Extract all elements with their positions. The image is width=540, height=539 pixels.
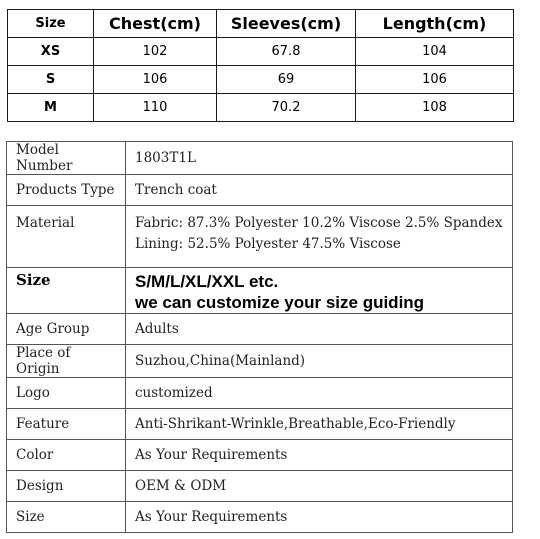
spec-value: As Your Requirements	[126, 502, 513, 533]
product-spec-table	[6, 141, 513, 533]
length-cell: 108	[356, 94, 514, 122]
spec-label: Model Number	[7, 142, 126, 175]
chest-cell: 110	[94, 94, 217, 122]
table-row	[8, 38, 514, 66]
spec-row-design	[7, 471, 513, 502]
spec-value: Adults	[126, 314, 513, 345]
spec-label: Color	[7, 440, 126, 471]
spec-label: Logo	[7, 378, 126, 409]
spec-row-size-custom	[7, 268, 513, 314]
spec-row-logo	[7, 378, 513, 409]
spec-row-age-group	[7, 314, 513, 345]
size-cell: XS	[8, 38, 94, 66]
spec-label: Design	[7, 471, 126, 502]
chest-cell: 102	[94, 38, 217, 66]
sleeves-header: Sleeves(cm)	[217, 10, 356, 38]
spec-row-products-type	[7, 175, 513, 206]
spec-value: OEM & ODM	[126, 471, 513, 502]
spec-label: Size	[7, 268, 126, 314]
size-header: Size	[8, 10, 94, 38]
spec-label: Age Group	[7, 314, 126, 345]
spec-row-color	[7, 440, 513, 471]
chest-cell: 106	[94, 66, 217, 94]
size-chart-table	[7, 9, 514, 122]
sleeves-cell: 69	[217, 66, 356, 94]
spec-value	[126, 206, 513, 268]
spec-row-size	[7, 502, 513, 533]
spec-label: Products Type	[7, 175, 126, 206]
sleeves-cell: 70.2	[217, 94, 356, 122]
length-cell: 106	[356, 66, 514, 94]
material-lining: Lining: 52.5% Polyester 47.5% Viscose	[135, 236, 401, 252]
size-cell: S	[8, 66, 94, 94]
spec-value	[126, 268, 513, 314]
length-cell: 104	[356, 38, 514, 66]
spec-label: Place of Origin	[7, 345, 126, 378]
size-custom-note: we can customize your size guiding	[135, 293, 425, 312]
spec-label: Feature	[7, 409, 126, 440]
material-fabric: Fabric: 87.3% Polyester 10.2% Viscose 2.5% Spandex	[135, 215, 503, 231]
size-chart-header-row	[8, 10, 514, 38]
spec-value: customized	[126, 378, 513, 409]
spec-value: Suzhou,China(Mainland)	[126, 345, 513, 378]
sleeves-cell: 67.8	[217, 38, 356, 66]
spec-label: Material	[7, 206, 126, 268]
spec-value: Trench coat	[126, 175, 513, 206]
size-range-text: S/M/L/XL/XXL etc.	[135, 272, 279, 291]
spec-label: Size	[7, 502, 126, 533]
spec-row-feature	[7, 409, 513, 440]
spec-row-place-of-origin	[7, 345, 513, 378]
spec-row-model-number	[7, 142, 513, 175]
table-row	[8, 94, 514, 122]
spec-value: Anti-Shrikant-Wrinkle,Breathable,Eco-Friendly	[126, 409, 513, 440]
spec-value: 1803T1L	[126, 142, 513, 175]
chest-header: Chest(cm)	[94, 10, 217, 38]
spec-value: As Your Requirements	[126, 440, 513, 471]
spec-row-material	[7, 206, 513, 268]
table-row	[8, 66, 514, 94]
length-header: Length(cm)	[356, 10, 514, 38]
size-cell: M	[8, 94, 94, 122]
